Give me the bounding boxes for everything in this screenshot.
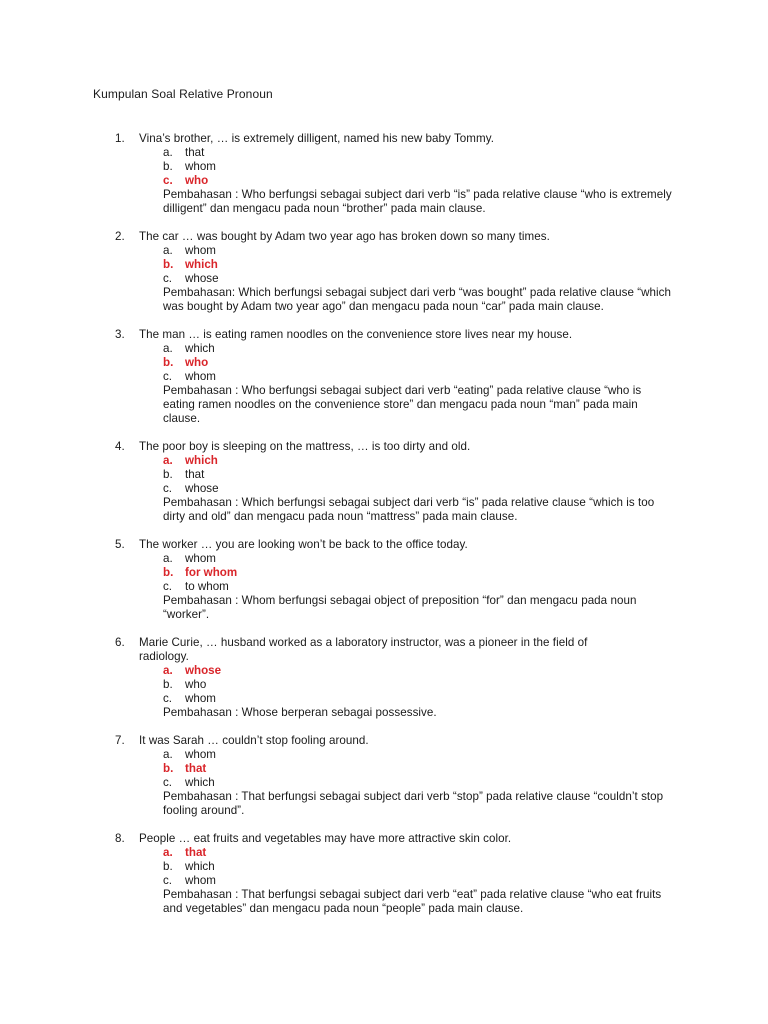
explanation-text: Pembahasan: Which berfungsi sebagai subject dari verb “was bought” pada relative clause “which was bought by Adam two year ago” dan mengacu pada noun “car” pada main clause.: [163, 286, 672, 313]
option-text: whose: [185, 664, 222, 677]
option-text: that: [185, 146, 205, 159]
option-item: [163, 692, 768, 706]
option-item: [163, 244, 768, 258]
option-text: that: [185, 468, 205, 481]
option-item: [163, 678, 768, 692]
question-item: [0, 440, 768, 524]
question-text: It was Sarah … couldn’t stop fooling around.: [139, 734, 369, 747]
explanation-text: Pembahasan : That berfungsi sebagai subject dari verb “eat” pada relative clause “who eat fruits and vegetables” dan mengacu pada noun “people” pada main clause.: [163, 888, 662, 915]
option-item: [163, 146, 768, 160]
option-item: [163, 860, 768, 874]
option-letter: b.: [163, 678, 173, 691]
option-text: whom: [185, 552, 216, 565]
question-item: [0, 734, 768, 818]
option-item: [163, 874, 768, 888]
option-text: that: [185, 762, 207, 775]
option-text: which: [185, 860, 215, 873]
option-letter: a.: [163, 342, 173, 355]
option-text: whom: [185, 244, 216, 257]
option-letter: c.: [163, 874, 173, 887]
option-letter: b.: [163, 762, 174, 775]
question-number: 4.: [115, 440, 125, 453]
option-item: [163, 468, 768, 482]
option-list: [163, 748, 768, 790]
correct-option-item: [163, 356, 768, 370]
option-list: [163, 244, 768, 286]
question-item: [0, 132, 768, 216]
question-item: [0, 230, 768, 314]
question-item: [0, 538, 768, 622]
question-number: 6.: [115, 636, 125, 649]
question-number: 5.: [115, 538, 125, 551]
correct-option-item: [163, 566, 768, 580]
option-letter: c.: [163, 482, 173, 495]
option-item: [163, 552, 768, 566]
option-text: which: [185, 776, 215, 789]
question-text: The poor boy is sleeping on the mattress, … is too dirty and old.: [139, 440, 471, 453]
correct-option-item: [163, 454, 768, 468]
option-text: which: [185, 454, 218, 467]
option-letter: b.: [163, 860, 173, 873]
option-letter: a.: [163, 846, 173, 859]
option-letter: c.: [163, 776, 173, 789]
question-number: 3.: [115, 328, 125, 341]
option-letter: c.: [163, 370, 173, 383]
correct-option-item: [163, 846, 768, 860]
option-list: [163, 664, 768, 706]
correct-option-item: [163, 258, 768, 272]
question-text: Marie Curie, … husband worked as a laboratory instructor, was a pioneer in the field of radiology.: [139, 636, 588, 663]
question-item: [0, 832, 768, 916]
option-letter: c.: [163, 692, 173, 705]
option-text: whom: [185, 160, 216, 173]
option-item: [163, 580, 768, 594]
option-text: whom: [185, 874, 216, 887]
option-list: [163, 454, 768, 496]
option-letter: a.: [163, 146, 173, 159]
correct-option-item: [163, 762, 768, 776]
option-item: [163, 160, 768, 174]
question-number: 7.: [115, 734, 125, 747]
option-letter: a.: [163, 748, 173, 761]
question-text: People … eat fruits and vegetables may have more attractive skin color.: [139, 832, 512, 845]
option-text: for whom: [185, 566, 238, 579]
option-list: [163, 342, 768, 384]
option-item: [163, 342, 768, 356]
option-item: [163, 370, 768, 384]
option-item: [163, 748, 768, 762]
option-letter: b.: [163, 160, 173, 173]
document-title: Kumpulan Soal Relative Pronoun: [93, 87, 273, 101]
option-item: [163, 776, 768, 790]
option-text: whom: [185, 692, 216, 705]
option-item: [163, 272, 768, 286]
option-letter: b.: [163, 258, 174, 271]
option-list: [163, 552, 768, 594]
option-letter: c.: [163, 174, 173, 187]
option-letter: b.: [163, 468, 173, 481]
option-text: whose: [185, 272, 219, 285]
question-number: 8.: [115, 832, 125, 845]
option-item: [163, 482, 768, 496]
option-text: which: [185, 342, 215, 355]
question-number: 2.: [115, 230, 125, 243]
explanation-text: Pembahasan : Which berfungsi sebagai subject dari verb “is” pada relative clause “which is too dirty and old” dan mengacu pada noun “mattress” pada main clause.: [163, 496, 655, 523]
option-text: who: [185, 356, 209, 369]
question-text: The man … is eating ramen noodles on the convenience store lives near my house.: [139, 328, 573, 341]
option-text: which: [185, 258, 218, 271]
option-text: who: [185, 174, 209, 187]
option-text: whom: [185, 748, 216, 761]
correct-option-item: [163, 174, 768, 188]
option-letter: c.: [163, 580, 173, 593]
question-item: [0, 636, 768, 720]
option-letter: c.: [163, 272, 173, 285]
option-list: [163, 846, 768, 888]
explanation-text: Pembahasan : Who berfungsi sebagai subject dari verb “eating” pada relative clause “who is eating ramen noodles on the convenience store” dan mengacu pada noun “man” pada main clause.: [163, 384, 642, 425]
explanation-text: Pembahasan : That berfungsi sebagai subject dari verb “stop” pada relative clause “couldn’t stop fooling around”.: [163, 790, 664, 817]
option-letter: a.: [163, 664, 173, 677]
explanation-text: Pembahasan : Whose berperan sebagai possessive.: [163, 706, 437, 719]
question-item: [0, 328, 768, 426]
question-number: 1.: [115, 132, 125, 145]
option-text: whom: [185, 370, 216, 383]
option-letter: a.: [163, 552, 173, 565]
question-text: The car … was bought by Adam two year ago has broken down so many times.: [139, 230, 550, 243]
question-text: The worker … you are looking won’t be back to the office today.: [139, 538, 468, 551]
question-list: [0, 132, 768, 930]
option-letter: b.: [163, 356, 174, 369]
option-text: that: [185, 846, 207, 859]
option-letter: a.: [163, 454, 173, 467]
correct-option-item: [163, 664, 768, 678]
question-text: Vina’s brother, … is extremely dilligent, named his new baby Tommy.: [139, 132, 494, 145]
explanation-text: Pembahasan : Who berfungsi sebagai subject dari verb “is” pada relative clause “who is extremely dilligent” dan mengacu pada noun “brother” pada main clause.: [163, 188, 672, 215]
explanation-text: Pembahasan : Whom berfungsi sebagai object of preposition “for” dan mengacu pada noun “worker”.: [163, 594, 637, 621]
option-letter: a.: [163, 244, 173, 257]
option-text: to whom: [185, 580, 229, 593]
option-text: whose: [185, 482, 219, 495]
option-letter: b.: [163, 566, 174, 579]
option-text: who: [185, 678, 207, 691]
option-list: [163, 146, 768, 188]
